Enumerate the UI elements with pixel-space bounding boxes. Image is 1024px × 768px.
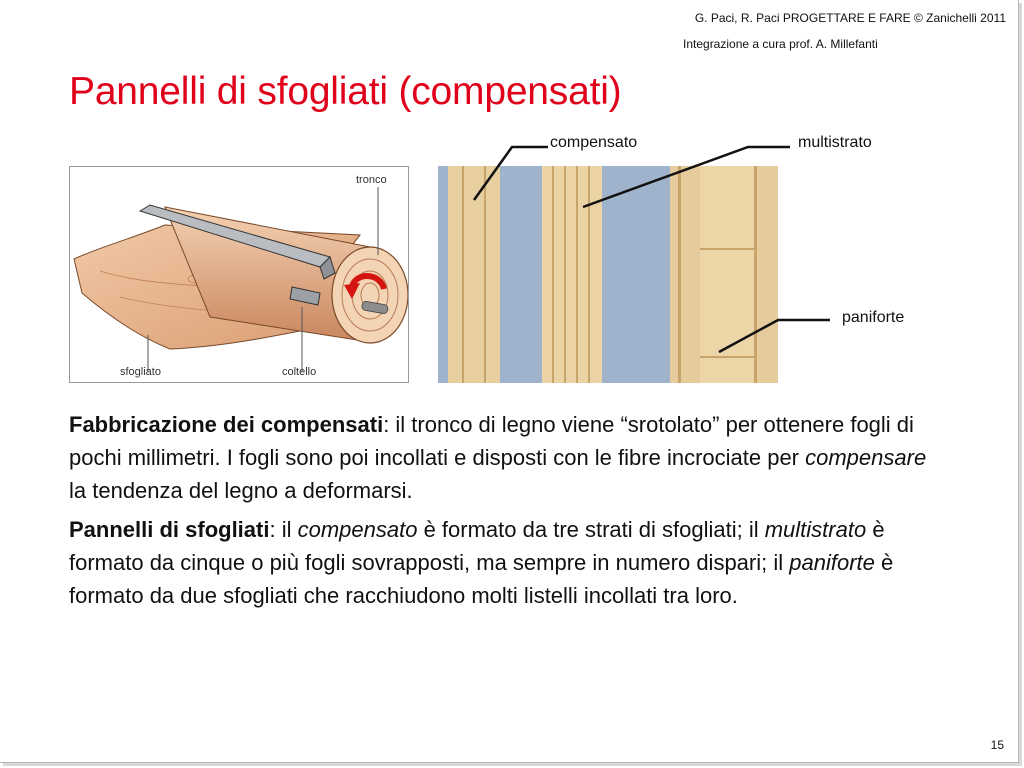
- paragraph2-italic2: multistrato: [764, 517, 867, 542]
- header-credit: G. Paci, R. Paci PROGETTARE E FARE © Zanichelli 2011: [694, 11, 1006, 25]
- log-end: [332, 247, 408, 343]
- compensato-panel: [448, 166, 500, 383]
- callout-multistrato: multistrato: [798, 134, 872, 151]
- body-text: [69, 408, 949, 618]
- label-sfogliato: sfogliato: [120, 366, 161, 378]
- veneer-peeling-illustration: [69, 166, 409, 383]
- callout-compensato: compensato: [550, 134, 638, 151]
- paragraph2-italic3: paniforte: [789, 550, 875, 575]
- paniforte-panel: [670, 166, 778, 383]
- paragraph2-italic1: compensato: [297, 517, 418, 542]
- veneer-peeling-drawing: [70, 167, 408, 382]
- multistrato-panel: [542, 166, 602, 383]
- paragraph2-text1: : il: [269, 517, 298, 542]
- paragraph2-text4: è formato da due sfogliati che racchiudono molti listelli incollati tra loro.: [69, 550, 894, 608]
- page-number: 15: [990, 738, 1004, 752]
- paragraph2-text3: è formato da cinque o più fogli sovrapposti, ma sempre in numero dispari; il: [69, 517, 885, 575]
- label-tronco: tronco: [356, 174, 387, 186]
- paragraph1-italic: compensare: [805, 445, 927, 470]
- paragraph1-text1: : il tronco di legno viene “srotolato” per ottenere fogli di pochi millimetri. I fogli sono poi incollati e disposti con le fibre incrociate per: [69, 412, 914, 470]
- paragraph2-text2: è formato da tre strati di sfogliati; il: [417, 517, 765, 542]
- label-coltello: coltello: [282, 366, 317, 378]
- paragraph-pannelli: [69, 513, 949, 612]
- paragraph2-bold: Pannelli di sfogliati: [69, 517, 270, 542]
- paragraph1-text2: la tendenza del legno a deformarsi.: [69, 478, 413, 503]
- paragraph1-bold: Fabbricazione dei compensati: [69, 412, 384, 437]
- panels-photo: [438, 166, 778, 383]
- panels-photo-drawing: [438, 166, 778, 383]
- paragraph-fabbricazione: [69, 408, 949, 507]
- header-subtitle: Integrazione a cura prof. A. Millefanti: [683, 37, 878, 51]
- callout-paniforte: paniforte: [842, 309, 905, 326]
- slide-title: Pannelli di sfogliati (compensati): [69, 70, 622, 113]
